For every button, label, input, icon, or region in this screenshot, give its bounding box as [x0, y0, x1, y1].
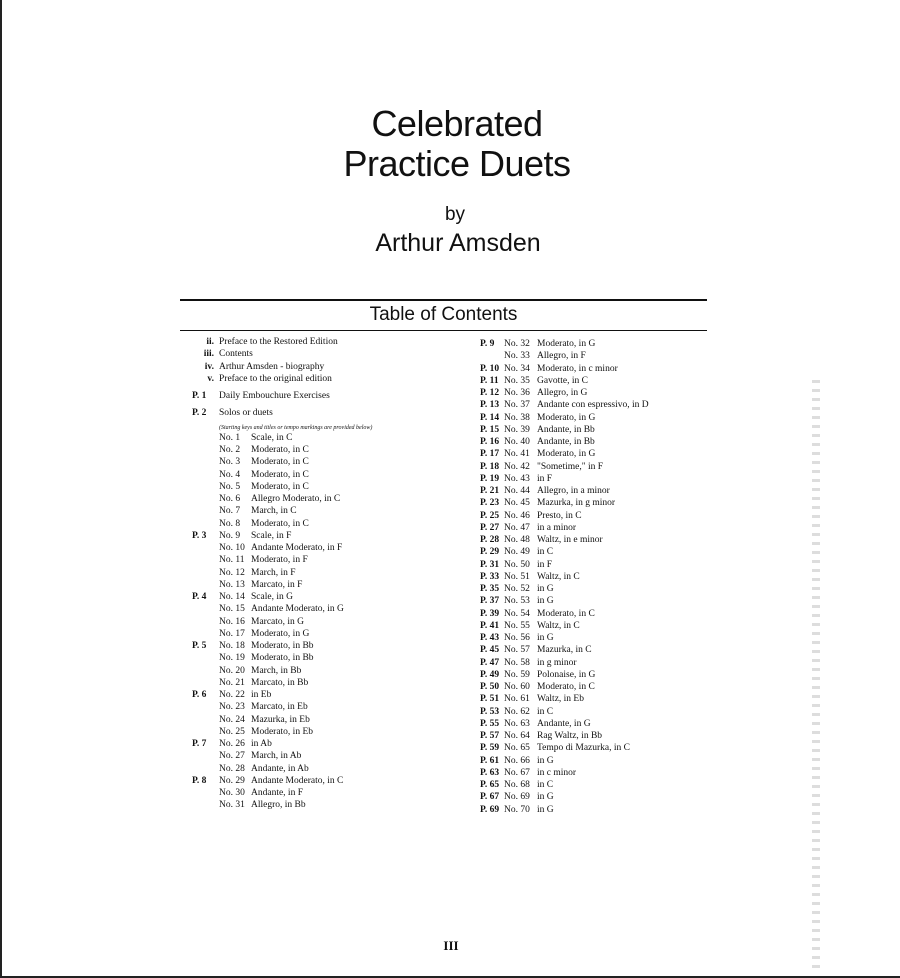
toc-piece-title: Moderato, in Bb [251, 641, 314, 651]
toc-piece-title: in C [537, 706, 554, 717]
toc-piece-title: Moderato, in G [537, 339, 596, 349]
toc-piece-title: March, in Ab [251, 751, 302, 762]
toc-page-number: P. 45 [480, 645, 500, 656]
toc-piece-title: in G [537, 804, 554, 815]
toc-piece-number: No. 21 [219, 677, 245, 688]
toc-piece-title: in G [537, 596, 554, 607]
toc-rule-top [180, 299, 707, 301]
toc-piece-title: Waltz, in C [537, 620, 580, 631]
title-line-1: Celebrated [371, 103, 543, 144]
toc-page-number: P. 61 [480, 755, 500, 766]
toc-piece-number: No. 56 [504, 633, 530, 643]
toc-piece-title: Scale, in G [251, 592, 293, 602]
toc-piece-number: No. 70 [504, 804, 530, 815]
by-line: by [444, 204, 466, 225]
toc-page-number: P. 51 [480, 694, 500, 705]
toc-page-number: P. 10 [480, 363, 500, 374]
toc-piece-title: Andante Moderato, in F [251, 543, 343, 553]
toc-piece-number: No. 16 [219, 616, 245, 627]
toc-piece-number: No. 67 [504, 767, 530, 778]
toc-piece-title: Moderato, in C [251, 518, 309, 529]
toc-piece-title: Allegro, in G [537, 388, 588, 398]
toc-piece-number: No. 54 [504, 608, 530, 619]
toc-piece-title: Mazurka, in C [537, 645, 592, 656]
book-title [0, 104, 900, 184]
toc-page-number: P. 11 [480, 375, 499, 386]
toc-page-number: P. 37 [480, 596, 500, 607]
toc-piece-title: Moderato, in Bb [251, 653, 314, 664]
toc-page-number: P. 7 [192, 739, 207, 749]
toc-page-number: P. 21 [480, 486, 500, 496]
toc-piece-title: Andante, in Bb [537, 424, 595, 435]
toc-page-number: P. 59 [480, 743, 500, 754]
toc-piece-title: Gavotte, in C [537, 375, 588, 386]
toc-piece-title: in F [537, 559, 553, 570]
toc-section-title: Preface to the Restored Edition [219, 337, 338, 347]
toc-piece-number: No. 8 [219, 518, 241, 529]
toc-page-number: P. 39 [480, 608, 500, 619]
toc-page-number: P. 28 [480, 535, 500, 545]
toc-heading: Table of Contents [369, 304, 518, 325]
toc-section-title: Daily Embouchure Exercises [219, 391, 330, 401]
toc-page-number: P. 29 [480, 547, 500, 558]
author-name: Arthur Amsden [375, 229, 541, 257]
toc-piece-number: No. 10 [219, 543, 245, 553]
toc-piece-title: in G [537, 755, 554, 766]
toc-piece-title: Andante, in G [537, 718, 591, 729]
toc-piece-title: Andante Moderato, in G [251, 604, 344, 615]
toc-page-number: P. 41 [480, 620, 500, 631]
toc-page-number: P. 16 [480, 437, 500, 447]
toc-piece-title: Moderato, in G [537, 449, 596, 460]
toc-page-number: P. 31 [480, 559, 500, 570]
toc-piece-number: No. 66 [504, 755, 530, 766]
toc-piece-title: Scale, in F [251, 530, 292, 541]
toc-piece-title: Allegro Moderato, in C [251, 494, 341, 504]
toc-piece-number: No. 24 [219, 714, 245, 725]
toc-piece-number: No. 26 [219, 739, 245, 749]
toc-piece-number: No. 30 [219, 788, 245, 798]
toc-piece-number: No. 17 [219, 628, 245, 639]
toc-piece-title: in g minor [537, 657, 577, 668]
toc-piece-number: No. 50 [504, 559, 530, 570]
toc-page-number: P. 67 [480, 792, 500, 803]
toc-piece-title: in F [537, 473, 553, 484]
toc-page-number: P. 35 [480, 584, 500, 594]
toc-piece-number: No. 45 [504, 498, 530, 509]
toc-piece-title: Marcato, in Bb [251, 677, 309, 688]
toc-piece-number: No. 48 [504, 535, 530, 545]
toc-page-number: P. 15 [480, 424, 500, 435]
toc-page-number: P. 9 [480, 339, 495, 349]
toc-piece-number: No. 64 [504, 731, 530, 741]
toc-piece-title: Scale, in C [251, 432, 293, 443]
toc-piece-title: Moderato, in C [251, 469, 309, 480]
toc-page-number: P. 19 [480, 473, 500, 484]
toc-piece-number: No. 68 [504, 780, 530, 790]
toc-piece-number: No. 9 [219, 530, 241, 541]
toc-piece-title: March, in F [251, 567, 296, 578]
toc-piece-number: No. 7 [219, 506, 241, 517]
toc-piece-number: No. 60 [504, 682, 530, 692]
toc-piece-title: Mazurka, in g minor [537, 498, 616, 509]
toc-page-number: P. 5 [192, 641, 207, 651]
toc-piece-number: No. 31 [219, 800, 245, 811]
toc-page-number: P. 2 [192, 408, 207, 419]
toc-piece-title: Moderato, in G [251, 628, 310, 639]
toc-piece-title: Presto, in C [537, 510, 582, 521]
toc-piece-number: No. 41 [504, 449, 530, 460]
toc-piece-number: No. 4 [219, 469, 241, 480]
toc-section-title: Preface to the original edition [219, 373, 332, 384]
toc-piece-number: No. 20 [219, 665, 245, 676]
toc-page-number: P. 18 [480, 461, 500, 472]
toc-piece-number: No. 23 [219, 702, 245, 713]
toc-piece-title: Tempo di Mazurka, in C [537, 743, 630, 754]
toc-piece-title: Moderato, in C [251, 457, 309, 468]
toc-piece-number: No. 15 [219, 604, 245, 615]
toc-piece-number: No. 1 [219, 432, 241, 443]
toc-piece-title: Waltz, in Eb [537, 694, 584, 705]
toc-piece-number: No. 39 [504, 424, 530, 435]
toc-piece-title: in G [537, 584, 554, 594]
toc-piece-number: No. 62 [504, 706, 530, 717]
scan-edge-artifact [812, 380, 820, 970]
toc-piece-number: No. 47 [504, 522, 530, 533]
toc-piece-title: Andante con espressivo, in D [537, 400, 649, 411]
toc-piece-number: No. 61 [504, 694, 530, 705]
toc-piece-number: No. 28 [219, 763, 245, 774]
toc-section-title: Arthur Amsden - biography [219, 361, 325, 372]
toc-piece-number: No. 36 [504, 388, 530, 398]
toc-piece-number: No. 53 [504, 596, 530, 607]
toc-piece-title: Mazurka, in Eb [251, 714, 310, 725]
toc-piece-number: No. 14 [219, 592, 245, 602]
toc-piece-title: Marcato, in F [251, 579, 303, 590]
toc-page-number: P. 43 [480, 633, 500, 643]
toc-page-number: P. 1 [192, 391, 207, 401]
toc-piece-number: No. 40 [504, 437, 530, 447]
toc-page-number: P. 69 [480, 804, 500, 815]
page-number: III [443, 938, 459, 953]
toc-piece-number: No. 32 [504, 339, 530, 349]
toc-piece-number: No. 25 [219, 726, 245, 737]
toc-piece-title: Andante, in Ab [251, 763, 309, 774]
toc-piece-number: No. 35 [504, 375, 530, 386]
toc-note: (Starting keys and titles or tempo markings are provided below) [219, 424, 373, 431]
toc-page-number: P. 49 [480, 669, 500, 680]
toc-piece-number: No. 33 [504, 351, 530, 362]
toc-piece-title: Moderato, in C [251, 445, 309, 455]
toc-piece-title: Waltz, in C [537, 571, 580, 582]
toc-piece-title: in G [537, 633, 554, 643]
toc-piece-number: No. 59 [504, 669, 530, 680]
toc-page-number: P. 6 [192, 690, 207, 700]
toc-piece-number: No. 69 [504, 792, 530, 803]
toc-piece-number: No. 22 [219, 690, 245, 700]
toc-page-number: P. 3 [192, 530, 207, 541]
toc-page-number: iii. [203, 349, 214, 360]
toc-piece-number: No. 34 [504, 363, 530, 374]
toc-piece-number: No. 19 [219, 653, 245, 664]
toc-page-number: ii. [206, 337, 214, 347]
toc-piece-number: No. 51 [504, 571, 530, 582]
toc-page-number: P. 8 [192, 775, 207, 786]
toc-piece-title: in Eb [251, 690, 272, 700]
toc-piece-title: Moderato, in c minor [537, 363, 618, 374]
toc-piece-title: in c minor [537, 767, 577, 778]
toc-rule-bottom [180, 330, 707, 331]
toc-piece-number: No. 13 [219, 579, 245, 590]
toc-piece-number: No. 11 [219, 555, 245, 566]
toc-piece-title: March, in C [251, 506, 297, 517]
toc-page-number: P. 47 [480, 657, 500, 668]
toc-piece-number: No. 38 [504, 412, 530, 423]
toc-section-title: Contents [219, 349, 253, 360]
toc-piece-number: No. 49 [504, 547, 530, 558]
toc-page-number: P. 23 [480, 498, 500, 509]
toc-piece-number: No. 55 [504, 620, 530, 631]
toc-piece-number: No. 3 [219, 457, 241, 468]
toc-piece-number: No. 37 [504, 400, 530, 411]
toc-piece-title: Allegro, in F [537, 351, 586, 362]
toc-page-number: P. 17 [480, 449, 500, 460]
toc-piece-title: Waltz, in e minor [537, 535, 603, 545]
toc-page-number: P. 14 [480, 412, 500, 423]
toc-piece-title: Andante, in Bb [537, 437, 595, 447]
toc-page-number: P. 57 [480, 731, 500, 741]
toc-piece-number: No. 44 [504, 486, 530, 496]
toc-piece-title: Moderato, in C [537, 608, 595, 619]
toc-piece-title: Moderato, in C [537, 682, 595, 692]
toc-page-number: v. [207, 373, 214, 384]
toc-piece-title: Moderato, in Eb [251, 726, 314, 737]
toc-piece-title: Allegro, in a minor [537, 486, 610, 496]
toc-page-number: P. 27 [480, 522, 500, 533]
toc-piece-number: No. 58 [504, 657, 530, 668]
toc-piece-title: in a minor [537, 522, 577, 533]
toc-piece-title: Moderato, in G [537, 412, 596, 423]
toc-piece-title: "Sometime," in F [537, 461, 604, 472]
toc-piece-title: in C [537, 547, 554, 558]
toc-piece-number: No. 42 [504, 461, 530, 472]
toc-piece-title: Andante Moderato, in C [251, 775, 344, 786]
toc-piece-number: No. 18 [219, 641, 245, 651]
toc-page-number: P. 13 [480, 400, 500, 411]
toc-page-number: P. 50 [480, 682, 500, 692]
toc-piece-number: No. 6 [219, 494, 241, 504]
toc-piece-number: No. 52 [504, 584, 530, 594]
toc-page-number: P. 63 [480, 767, 500, 778]
toc-piece-number: No. 43 [504, 473, 530, 484]
toc-piece-title: Marcato, in G [251, 616, 305, 627]
toc-page-number: P. 4 [192, 592, 207, 602]
toc-piece-number: No. 63 [504, 718, 530, 729]
toc-page-number: P. 25 [480, 510, 500, 521]
toc-piece-title: Moderato, in C [251, 481, 309, 492]
toc-piece-number: No. 5 [219, 481, 241, 492]
toc-piece-number: No. 12 [219, 567, 245, 578]
toc-piece-number: No. 27 [219, 751, 245, 762]
toc-piece-number: No. 57 [504, 645, 530, 656]
toc-piece-title: March, in Bb [251, 665, 302, 676]
toc-piece-title: Moderato, in F [251, 555, 308, 566]
toc-piece-title: Andante, in F [251, 788, 303, 798]
toc-piece-title: Allegro, in Bb [251, 800, 306, 811]
toc-section-title: Solos or duets [219, 408, 273, 419]
toc-page-number: P. 55 [480, 718, 500, 729]
toc-piece-title: in G [537, 792, 554, 803]
toc-page-number: P. 53 [480, 706, 500, 717]
toc-piece-title: Polonaise, in G [537, 669, 596, 680]
toc-page-number: P. 33 [480, 571, 500, 582]
toc-piece-title: in C [537, 780, 554, 790]
toc-piece-number: No. 46 [504, 510, 530, 521]
toc-page-number: P. 65 [480, 780, 500, 790]
toc-piece-number: No. 2 [219, 445, 241, 455]
title-line-2: Practice Duets [343, 143, 571, 184]
toc-piece-number: No. 65 [504, 743, 530, 754]
toc-piece-title: in Ab [251, 739, 272, 749]
toc-piece-number: No. 29 [219, 775, 245, 786]
toc-page-number: P. 12 [480, 388, 500, 398]
toc-page-number: iv. [204, 361, 214, 372]
toc-piece-title: Rag Waltz, in Bb [537, 731, 603, 741]
toc-piece-title: Marcato, in Eb [251, 702, 308, 713]
